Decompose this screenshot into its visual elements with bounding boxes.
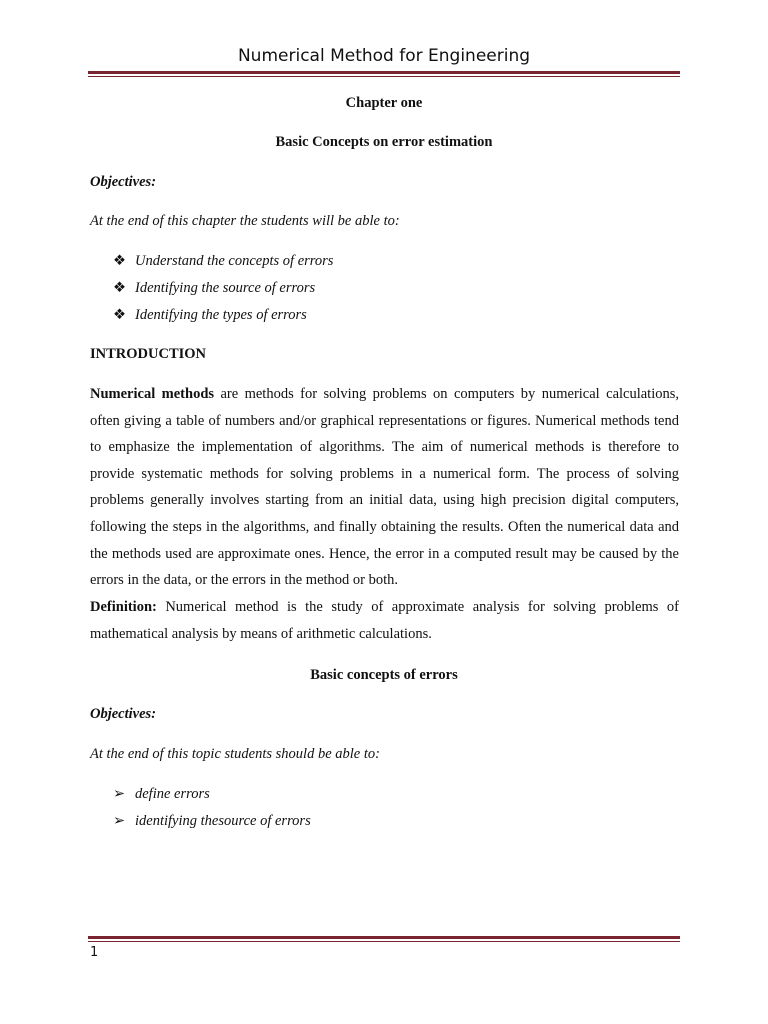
list-item-text: Identifying the source of errors: [135, 280, 316, 296]
list-item: [113, 786, 210, 803]
definition-body: Numerical method is the study of approximate analysis for solving problems of mathematical analysis by means of arithmetic calculations.: [90, 599, 679, 642]
list-item-text: Identifying the types of errors: [135, 307, 307, 323]
chapter-title: Basic Concepts on error estimation: [275, 134, 493, 150]
list-item: [113, 813, 311, 830]
list-item-text: Understand the concepts of errors: [135, 253, 334, 269]
footer-rule: [88, 936, 680, 942]
definition-paragraph: [90, 594, 679, 647]
chapter-label: Chapter one: [345, 95, 423, 111]
diamond-bullet-icon: ❖: [113, 307, 126, 323]
objectives-intro-2: At the end of this topic students should be able to:: [90, 746, 380, 762]
page-number: 1: [90, 945, 99, 960]
objectives-heading-2: Objectives:: [90, 706, 157, 722]
arrowhead-bullet-icon: ➢: [113, 813, 126, 829]
lead-term: Numerical methods: [90, 386, 215, 402]
diamond-bullet-icon: ❖: [113, 280, 126, 296]
objectives-heading: Objectives:: [90, 174, 157, 190]
definition-term: Definition:: [90, 599, 157, 615]
arrowhead-bullet-icon: ➢: [113, 786, 126, 802]
header-title: Numerical Method for Engineering: [237, 46, 531, 66]
list-item: [113, 280, 315, 297]
diamond-bullet-icon: ❖: [113, 253, 126, 269]
introduction-paragraph: [90, 381, 679, 594]
list-item: [113, 307, 307, 324]
introduction-body: are methods for solving problems on computers by numerical calculations, often giving a table of numbers and/or graphical representations or figures. Numerical methods tend to emphasize the implementation of algorithms. The aim of numerical methods is therefore to provide systematic methods for solving problems in a numerical form. The process of solving problems generally involves starting from an initial data, using high precision digital computers, following the steps in the algorithms, and finally obtaining the results. Often the numerical data and the methods used are approximate ones. Hence, the error in a computed result may be caused by the errors in the data, or the errors in the method or both.: [90, 386, 680, 589]
objectives-intro: At the end of this chapter the students will be able to:: [90, 213, 400, 229]
list-item-text: identifying thesource of errors: [135, 813, 311, 829]
introduction-heading: INTRODUCTION: [90, 346, 207, 362]
list-item: [113, 253, 333, 270]
section-title: Basic concepts of errors: [310, 667, 458, 683]
list-item-text: define errors: [135, 786, 210, 802]
header-rule: [88, 71, 680, 77]
